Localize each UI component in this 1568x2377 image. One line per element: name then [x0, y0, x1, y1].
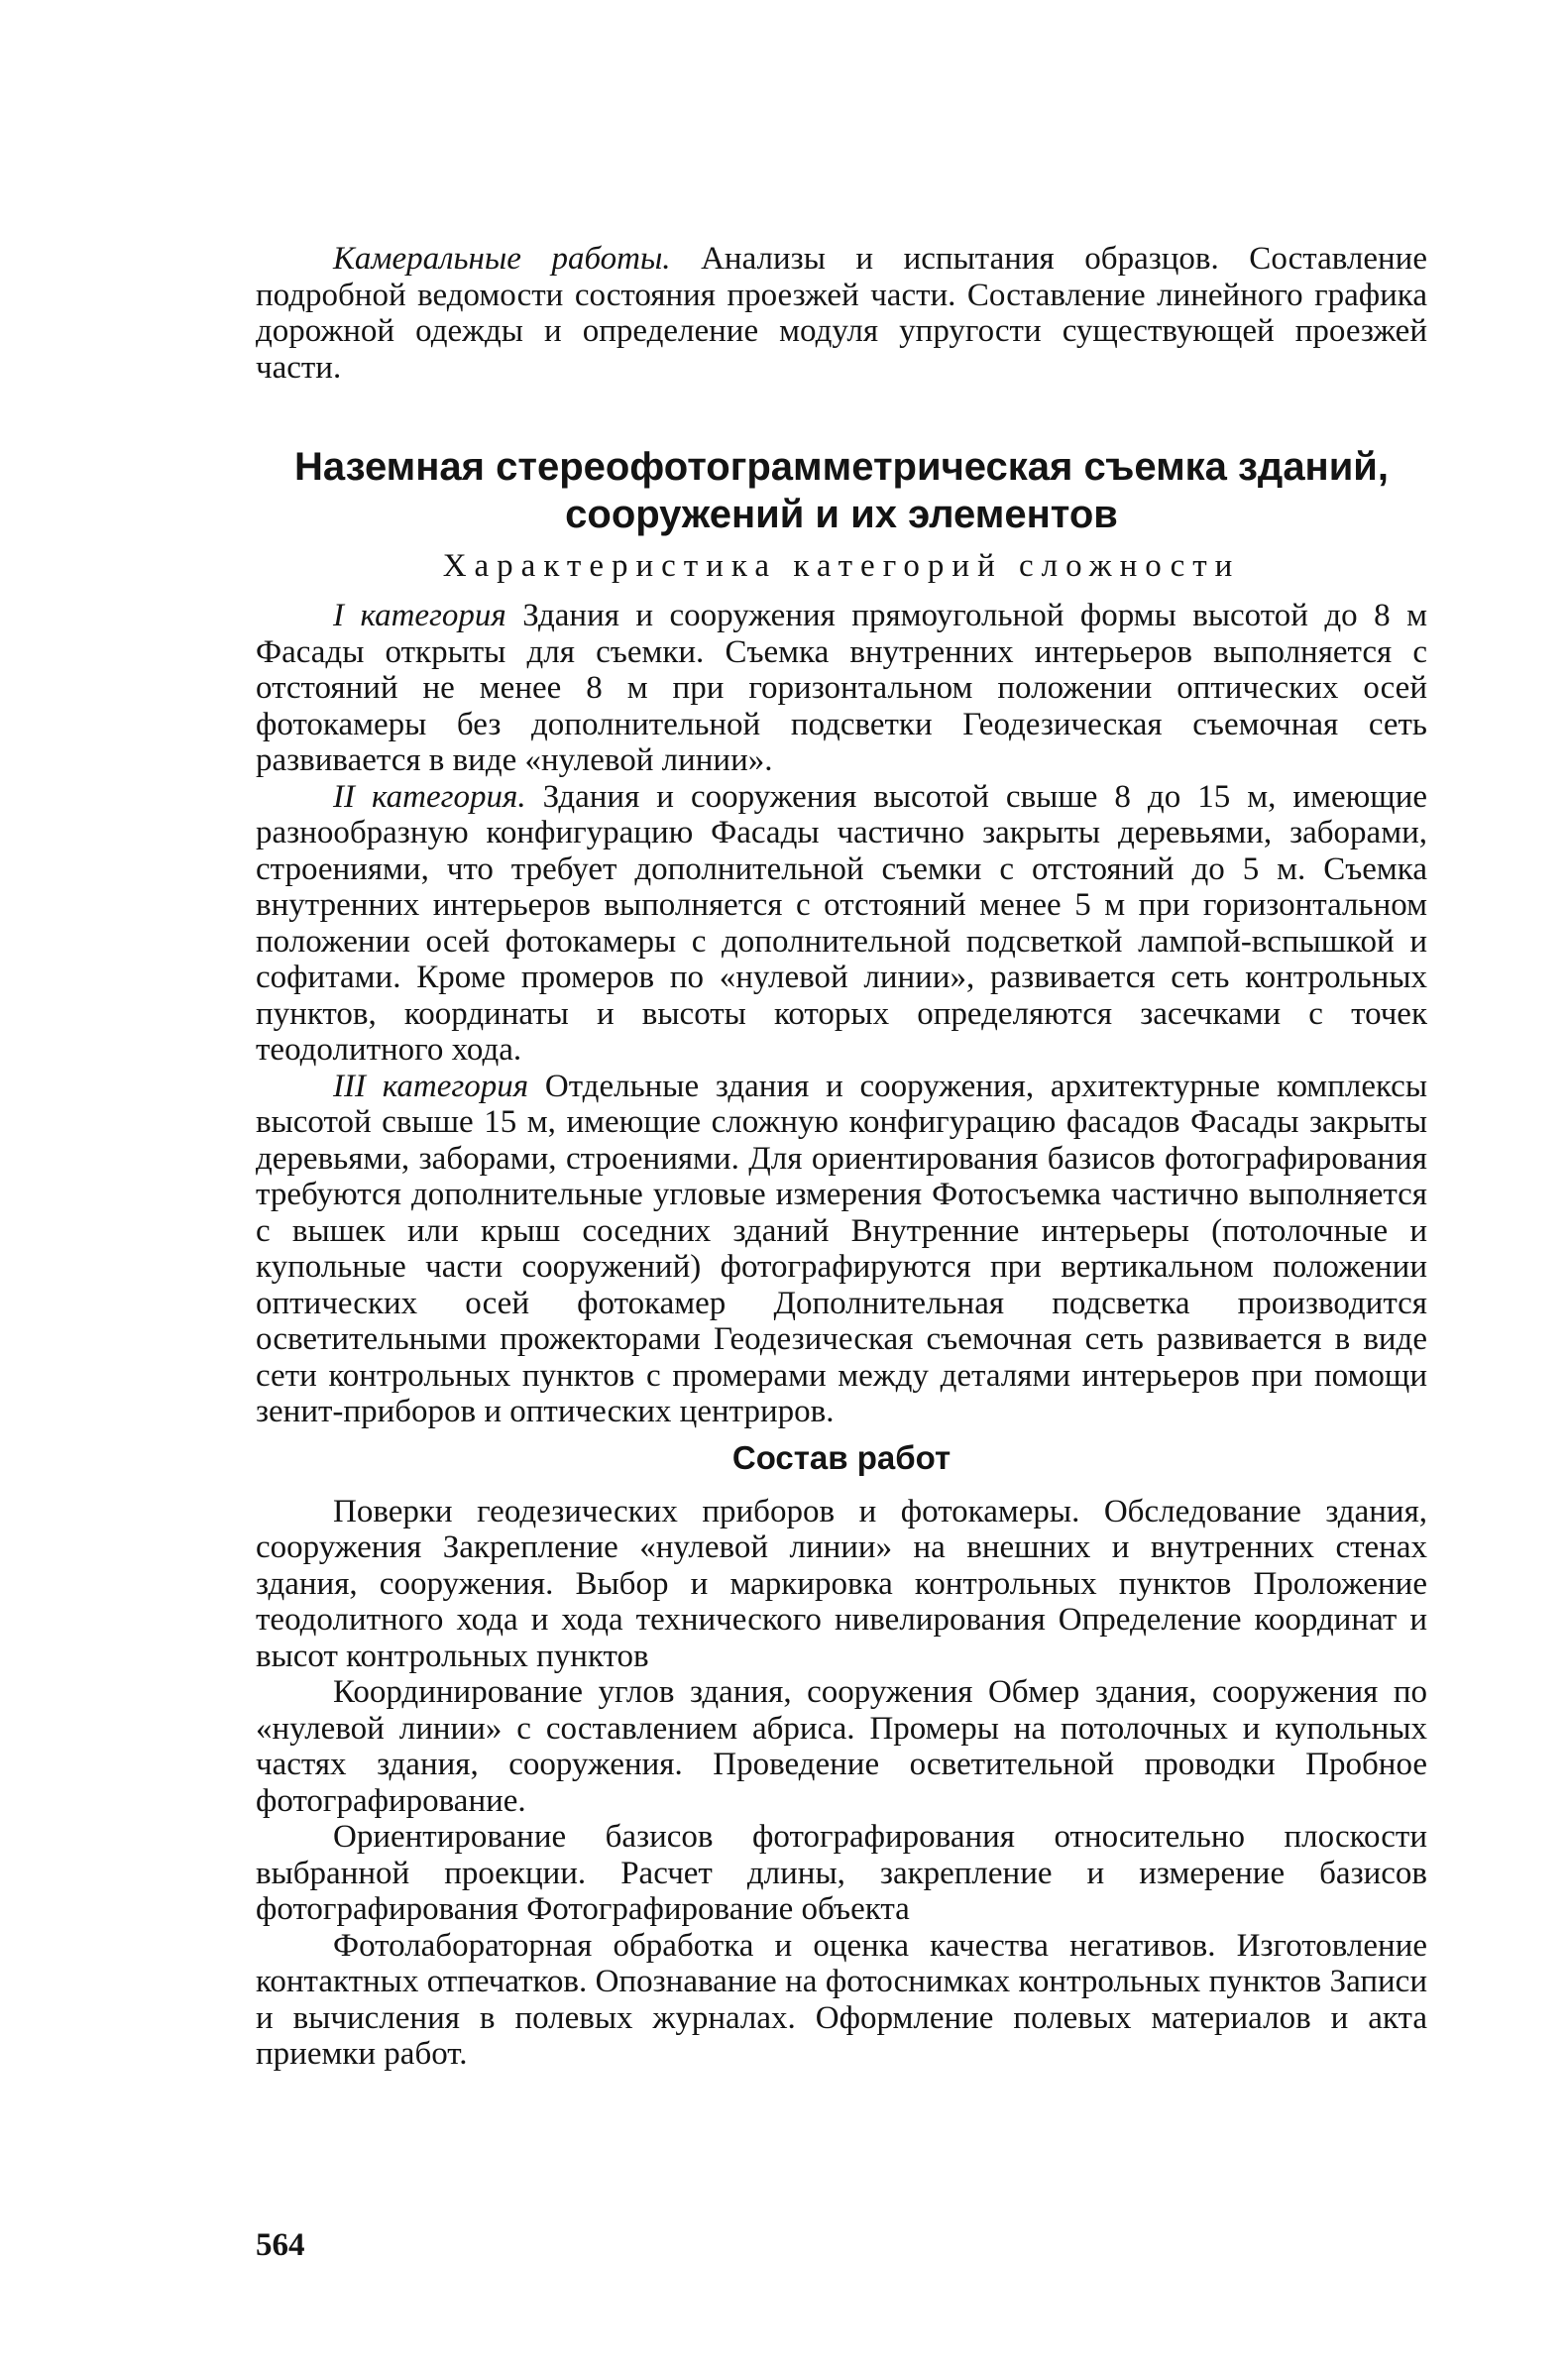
category-3-paragraph: [256, 1069, 1427, 1430]
category-1-label: I категория: [333, 598, 506, 633]
intro-paragraph: [256, 241, 1427, 386]
section-title-line2: сооружений и их элементов: [565, 493, 1118, 536]
category-2-text: Здания и сооружения высотой свыше 8 до 15 м, имеющие разнообразную конфигурацию Фасады частично закрыты деревьями, заборами, строениями, что требует дополнительной съемки с отстояний до 5 м. Съемка внутренних интерьеров выполняется с отстояний менее 5 м при горизонтальном положении осей фотокамеры с дополнительной подсветкой лампой-вспышкой и софитами. Кроме промеров по «нулевой линии», развивается сеть контрольных пунктов, координаты и высоты которых определяются засечками с точек теодолитного хода.: [256, 778, 1427, 1068]
category-2-paragraph: [256, 779, 1427, 1069]
work-paragraph-2: Координирование углов здания, сооружения Обмер здания, сооружения по «нулевой линии» с составлением абриса. Промеры на потолочных и купольных частях здания, сооружения. Проведение осветительной проводки Пробное фотографирование.: [256, 1674, 1427, 1819]
category-3-label: III категория: [333, 1068, 529, 1104]
work-heading: Состав работ: [731, 1438, 952, 1476]
intro-lead: Камеральные работы.: [333, 241, 671, 277]
intro-text: Анализы и испытания образцов. Составление подробной ведомости состояния проезжей части. Составление линейного графика дорожной одежды и определение модуля упругости существующей проезжей части.: [256, 241, 1427, 386]
page-number: 564: [256, 2227, 305, 2263]
section-title: [256, 443, 1427, 538]
category-2-label: II категория.: [333, 778, 526, 815]
category-1-text: Здания и сооружения прямоугольной формы высотой до 8 м Фасады открыты для съемки. Съемка внутренних интерьеров выполняется с отстояний не менее 8 м при горизонтальном положении оптических осей фотокамеры без дополнительной подсветки Геодезическая съемочная сеть развивается в виде «нулевой линии».: [256, 598, 1427, 778]
text-column: [256, 241, 1427, 2073]
work-paragraph-4: Фотолабораторная обработка и оценка качества негативов. Изготовление контактных отпечатков. Опознавание на фотоснимках контрольных пунктов Записи и вычисления в полевых журналах. Оформление полевых материалов и акта приемки работ.: [256, 1927, 1427, 2072]
work-paragraph-3: Ориентирование базисов фотографирования относительно плоскости выбранной проекции. Расчет длины, закрепление и измерение базисов фотографирования Фотографирование объекта: [256, 1819, 1427, 1927]
category-3-text: Отдельные здания и сооружения, архитектурные комплексы высотой свыше 15 м, имеющие сложную конфигурацию фасадов Фасады закрыты деревьями, заборами, строениями. Для ориентирования базисов фотографирования требуются дополнительные угловые измерения Фотосъемка частично выполняется с вышек или крыш соседних зданий Внутренние интерьеры (потолочные и купольные части сооружений) фотографируются при вертикальном положении оптических осей фотокамер Дополнительная подсветка производится осветительными прожекторами Геодезическая съемочная сеть развивается в виде сети контрольных пунктов с промерами между деталями интерьеров при помощи зенит-приборов и оптических центриров.: [256, 1068, 1427, 1429]
section-title-line1: Наземная стереофотограмметрическая съемка зданий,: [293, 445, 1390, 489]
category-1-paragraph: [256, 598, 1427, 779]
work-paragraph-1: Поверки геодезических приборов и фотокамеры. Обследование здания, сооружения Закрепление «нулевой линии» на внешних и внутренних стенах здания, сооружения. Выбор и маркировка контрольных пунктов Проложение теодолитного хода и хода технического нивелирования Определение координат и высот контрольных пунктов: [256, 1493, 1427, 1674]
section-subtitle: Характеристика категорий сложности: [442, 548, 1241, 584]
